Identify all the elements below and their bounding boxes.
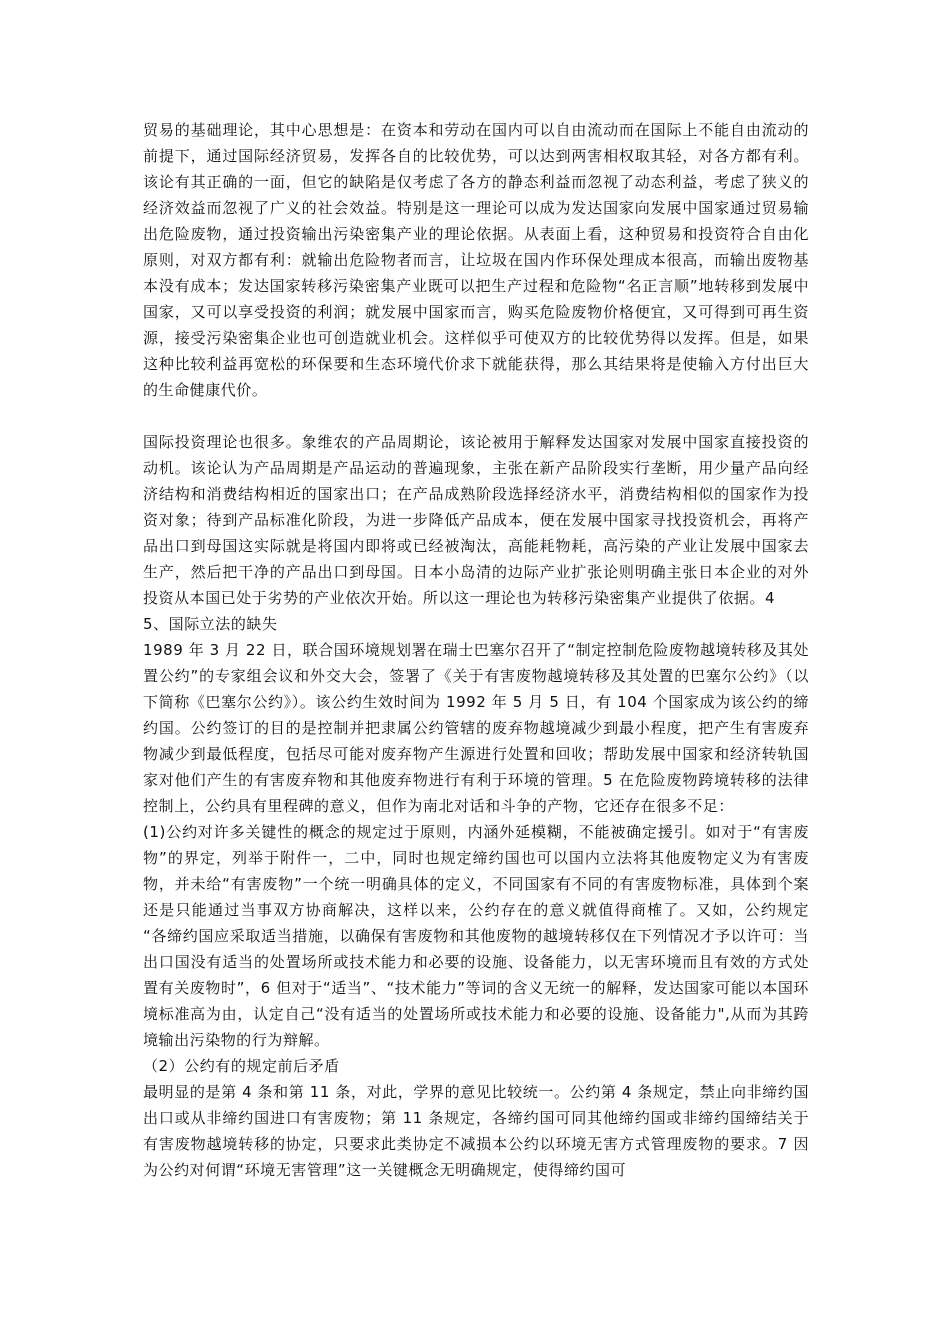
paragraph-spacer bbox=[143, 403, 809, 429]
paragraph-point-2: 最明显的是第 4 条和第 11 条，对此，学界的意见比较统一。公约第 4 条规定，禁止向非缔约国出口或从非缔约国进口有害废物；第 11 条规定，各缔约国可同其他缔约国或非缔约国缔结关于有害废物越境转移的协定，只要求此类协定不减损本公约以环境无害方式管理废物的要求。7 因为公约对何谓“环境无害管理”这一关键概念无明确规定，使得缔约国可 bbox=[143, 1083, 809, 1179]
paragraph-basel-convention: 1989 年 3 月 22 日，联合国环境规划署在瑞士巴塞尔召开了“制定控制危险废物越境转移及其处置公约”的专家组会议和外交大会，签署了《关于有害废物越境转移及其处置的巴塞尔公约》（以下简称《巴塞尔公约》）。该公约生效时间为 1992 年 5 月 5 日，有 104 个国家成为该公约的缔约国。公约签订的目的是控制并把隶属公约管辖的废弃物越境减少到最小程度，把产生有害废弃物减少到最低程度，包括尽可能对废弃物产生源进行处置和回收；帮助发展中国家和经济转轨国家对他们产生的有害废弃物和其他废弃物进行有利于环境的管理。5 在危险废物跨境转移的法律控制上，公约具有里程碑的意义，但作为南北对话和斗争的产物，它还存在很多不足： bbox=[143, 641, 809, 815]
document-body bbox=[143, 117, 809, 1183]
paragraph-investment-theory: 国际投资理论也很多。象维农的产品周期论，该论被用于解释发达国家对发展中国家直接投资的动机。该论认为产品周期是产品运动的普遍现象，主张在新产品阶段实行垄断，用少量产品向经济结构和消费结构相近的国家出口；在产品成熟阶段选择经济水平，消费结构相似的国家作为投资对象；待到产品标准化阶段，为进一步降低产品成本，便在发展中国家寻找投资机会，再将产品出口到母国这实际就是将国内即将或已经被淘汰，高能耗物耗，高污染的产业让发展中国家去生产，然后把干净的产品出口到母国。日本小岛清的边际产业扩张论则明确主张日本企业的对外投资从本国已处于劣势的产业依次开始。所以这一理论也为转移污染密集产业提供了依据。4 bbox=[143, 433, 809, 607]
paragraph-point-1: (1)公约对许多关键性的概念的规定过于原则，内涵外延模糊，不能被确定援引。如对于“有害废物”的界定，列举于附件一，二中，同时也规定缔约国也可以国内立法将其他废物定义为有害废物，并未给“有害废物”一个统一明确具体的定义，不同国家有不同的有害废物标准，具体到个案还是只能通过当事双方协商解决，这样以来，公约存在的意义就值得商榷了。又如，公约规定 “各缔约国应采取适当措施，以确保有害废物和其他废物的越境转移仅在下列情况才予以许可：当出口国没有适当的处置场所或技术能力和必要的设施、设备能力，以无害环境而且有效的方式处置有关废物时”，6 但对于“适当”、“技术能力”等词的含义无统一的解释，发达国家可能以本国环境标准高为由，认定自己“没有适当的处置场所或技术能力和必要的设施、设备能力",从而为其跨境输出污染物的行为辩解。 bbox=[143, 823, 809, 1049]
section-heading-international-legislation: 5、国际立法的缺失 bbox=[143, 615, 278, 633]
subheading-point-2: （2）公约有的规定前后矛盾 bbox=[143, 1057, 340, 1075]
paragraph-trade-theory: 贸易的基础理论，其中心思想是：在资本和劳动在国内可以自由流动而在国际上不能自由流动的前提下，通过国际经济贸易，发挥各自的比较优势，可以达到两害相权取其轻，对各方都有利。该论有其正确的一面，但它的缺陷是仅考虑了各方的静态利益而忽视了动态利益，考虑了狭义的经济效益而忽视了广义的社会效益。特别是这一理论可以成为发达国家向发展中国家通过贸易输出危险废物，通过投资输出污染密集产业的理论依据。从表面上看，这种贸易和投资符合自由化原则，对双方都有利：就输出危险物者而言，让垃圾在国内作环保处理成本很高，而输出废物基本没有成本；发达国家转移污染密集产业既可以把生产过程和危险物“名正言顺”地转移到发展中国家，又可以享受投资的利润；就发展中国家而言，购买危险废物价格便宜，又可得到可再生资源，接受污染密集企业也可创造就业机会。这样似乎可使双方的比较优势得以发挥。但是，如果这种比较利益再宽松的环保要和生态环境代价求下就能获得，那么其结果将是使输入方付出巨大的生命健康代价。 bbox=[143, 121, 809, 399]
